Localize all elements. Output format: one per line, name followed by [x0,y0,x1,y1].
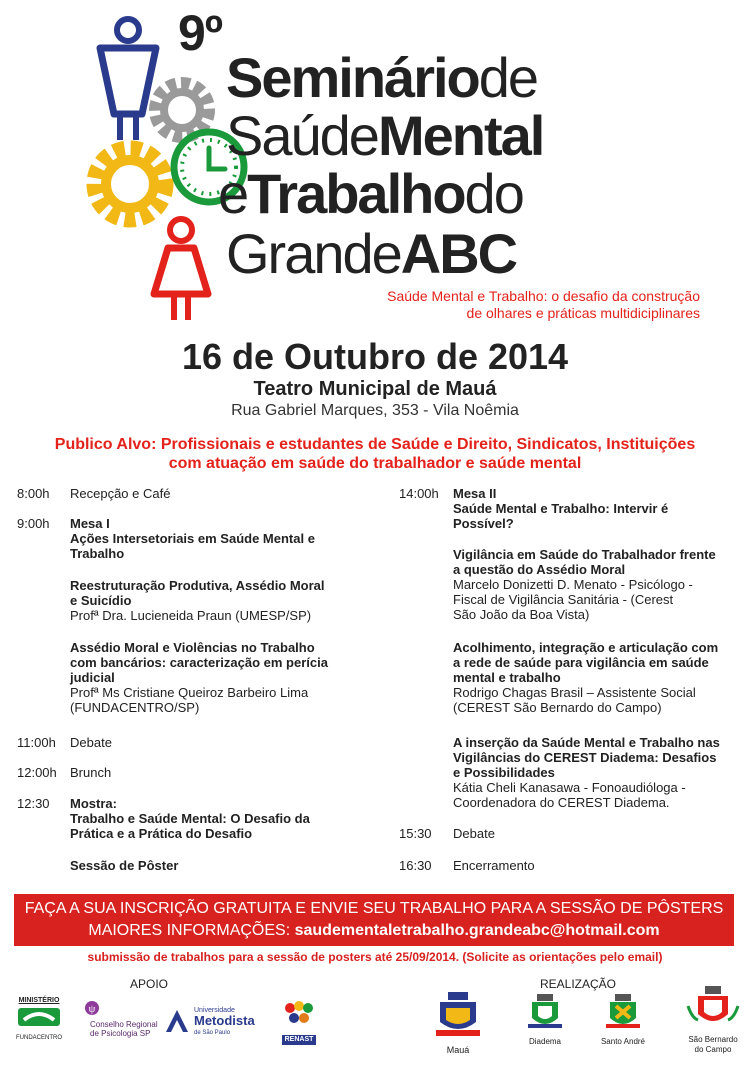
registration-banner [14,894,734,946]
target-audience: Publico Alvo: Profissionais e estudantes de Saúde e Direito, Sindicatos, Instituições com atuação em saúde do trabalhador e saúde mental [54,436,696,472]
schedule-item: A inserção da Saúde Mental e Trabalho nas Vigilâncias do CEREST Diadema: Desafios e Possibilidades Kátia Cheli Kanasawa - Fonoaudióloga - Coordenadora do CEREST Diadema. [453,735,720,810]
santo-andre-logo: Santo André [594,992,652,1048]
banner-line-2: MAIORES INFORMAÇÕES: saudementaletrabalho.grandeabc@hotmail.com [88,922,660,939]
metodista-icon [164,1008,190,1034]
title-line-3: eTrabalhodo [218,162,523,225]
schedule-item: Sessão de Pôster [70,858,179,873]
schedule-item: Brunch [70,765,112,780]
maua-coat-of-arms-icon [430,990,486,1040]
diadema-coat-of-arms-icon [520,992,570,1032]
organizers-label: REALIZAÇÃO [540,977,617,991]
schedule-right [380,0,750,890]
schedule-time: 12:30 [17,796,50,811]
schedule-item: Mostra: Trabalho e Saúde Mental: O Desafio da Prática e a Prática do Desafio [70,796,310,841]
schedule-time: 11:00h [17,735,56,750]
schedule-item: Recepção e Café [70,486,171,501]
schedule-time: 12:00h [17,765,57,780]
submission-deadline: submissão de trabalhos para a sessão de posters até 25/09/2014. (Solicite as orientações pelo email) [87,950,663,964]
support-label: APOIO [130,977,169,991]
schedule-item: Acolhimento, integração e articulação com a rede de saúde para vigilância em saúde mental e trabalho Rodrigo Chagas Brasil – Assistente Social (CEREST São Bernardo do Campo) [453,640,719,715]
schedule-time: 16:30 [399,858,432,873]
schedule-item: Reestruturação Produtiva, Assédio Moral e Suicídio Profª Dra. Lucieneida Praun (UMESP/SP) [70,578,325,623]
banner-line-1: FAÇA A SUA INSCRIÇÃO GRATUITA E ENVIE SEU TRABALHO PARA A SESSÃO DE PÔSTERS [24,900,724,917]
edition-number: 9º [178,5,223,61]
maua-logo: Mauá [430,990,486,1060]
sao-bernardo-coat-of-arms-icon [680,984,746,1030]
subtitle: Saúde Mental e Trabalho: o desafio da construção de olhares e práticas multidiciplinares [387,288,700,321]
svg-text:ψ: ψ [88,1003,96,1015]
sao-bernardo-logo: São Bernardo do Campo [680,984,746,1056]
schedule-item: Mesa I Ações Intersetoriais em Saúde Mental e Trabalho [70,516,315,561]
schedule-item: Debate [453,826,495,841]
crp-sp-logo: ψ Conselho Regional de Psicologia SP [80,1000,164,1040]
schedule-item: Encerramento [453,858,535,873]
schedule-item: Debate [70,735,112,750]
schedule-time: 15:30 [399,826,432,841]
contact-email-link[interactable]: saudementaletrabalho.grandeabc@hotmail.com [294,922,660,939]
schedule-time: 14:00h [399,486,439,501]
schedule-item: Mesa II Saúde Mental e Trabalho: Intervir é Possível? [453,486,669,531]
diadema-logo: Diadema [520,992,570,1048]
renast-icon [282,1000,316,1030]
schedule-item: Assédio Moral e Violências no Trabalho com bancários: caracterização em perícia judicial Profª Ms Cristiane Queiroz Barbeiro Lima (FUNDACENTRO/SP) [70,640,328,715]
event-address: Rua Gabriel Marques, 353 - Vila Noêmia [231,402,519,419]
schedule-left [0,0,380,890]
event-venue: Teatro Municipal de Mauá [253,378,497,400]
schedule-item: Vigilância em Saúde do Trabalhador frente a questão do Assédio Moral Marcelo Donizetti D. Menato - Psicólogo - Fiscal de Vigilância Sanitária - (Cerest São João da Boa Vista) [453,547,716,622]
title-line-1: Semináriode [226,46,538,109]
title-line-4: GrandeABC [226,222,517,285]
santo-andre-coat-of-arms-icon [594,992,652,1032]
metodista-logo: Universidade Metodista de São Paulo [164,1006,268,1040]
event-date: 16 de Outubro de 2014 [181,336,569,377]
fundacentro-icon [16,1006,62,1028]
schedule-time: 9:00h [17,516,50,531]
renast-logo: RENAST [282,1000,316,1040]
psi-icon [84,1000,100,1018]
fundacentro-logo: MINISTÉRIO FUNDACENTRO [16,997,62,1041]
schedule-time: 8:00h [17,486,50,501]
title-line-2: SaúdeMental [226,104,544,167]
